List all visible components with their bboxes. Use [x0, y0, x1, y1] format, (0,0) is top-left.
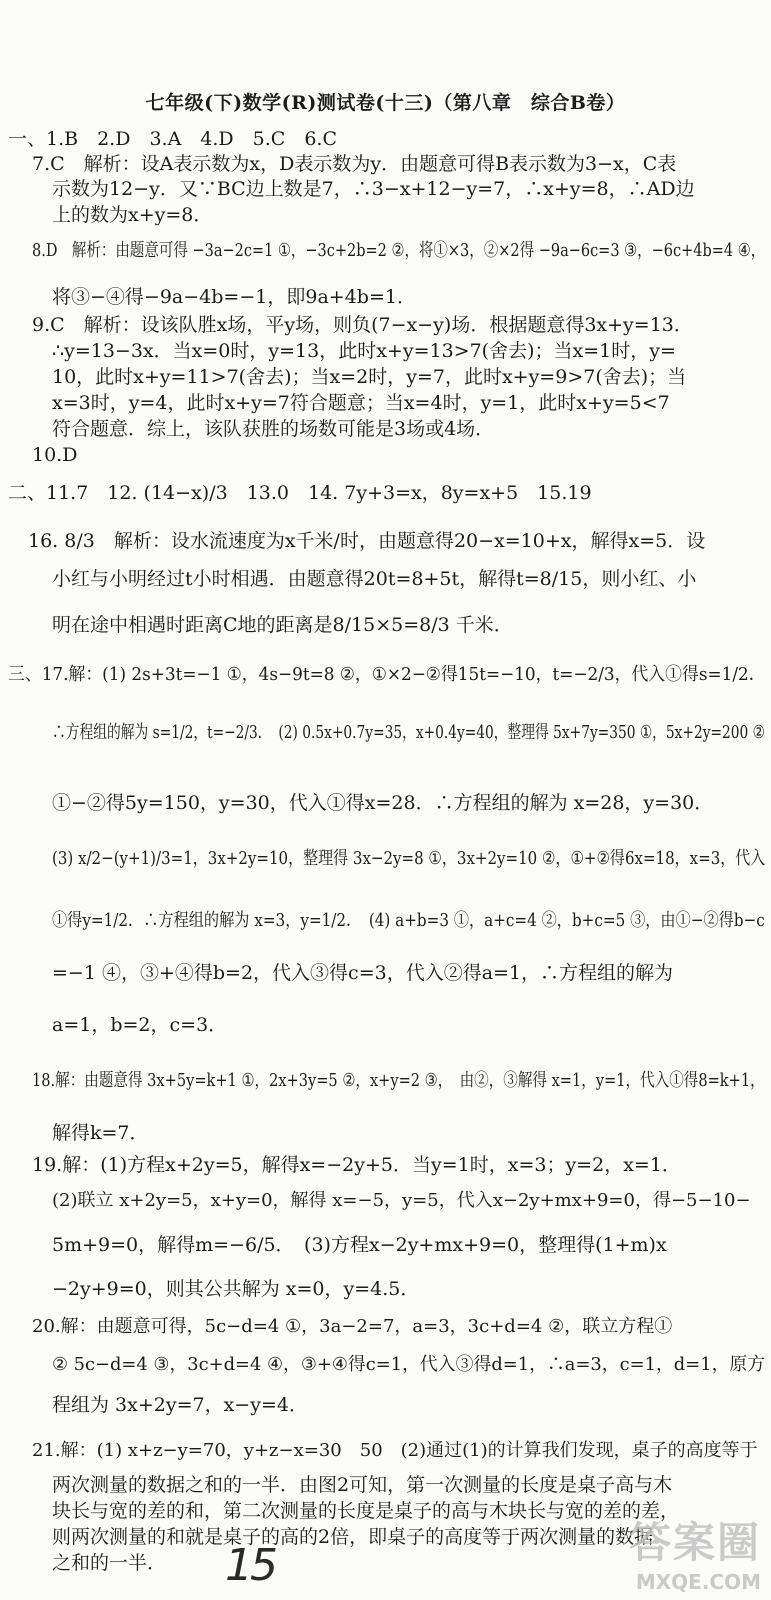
answer-line: 之和的一半．: [52, 1552, 167, 1574]
answer-line: 16. 8/3 解析：设水流速度为x千米/时，由题意得20−x=10+x，解得x=5．设: [28, 530, 706, 552]
answer-line: 10.D: [32, 444, 78, 466]
watermark-url: MXQE.COM: [635, 1570, 761, 1594]
answer-line: 10，此时x+y=11>7(舍去)；当x=2时，y=7，此时x+y=9>7(舍去)；当: [52, 366, 687, 388]
answer-line: 5m+9=0，解得m=−6/5． (3)方程x−2y+mx+9=0，整理得(1+m)x: [52, 1234, 667, 1256]
answer-line: ①−②得5y=150，y=30，代入①得x=28．∴方程组的解为 x=28，y=30．: [52, 792, 714, 814]
answer-line: 7.C 解析：设A表示数为x，D表示数为y．由题意可得B表示数为3−x，C表: [32, 153, 677, 175]
answer-line: (2)联立 x+2y=5，x+y=0，解得 x=−5，y=5，代入x−2y+mx+9=0，得−5−10−: [52, 1190, 751, 1211]
answer-line: ∴方程组的解为 s=1/2，t=−2/3． (2) 0.5x+0.7y=35，x+0.4y=40，整理得 5x+7y=350 ①，5x+2y=200 ②: [52, 722, 765, 743]
answer-line: 明在途中相遇时距离C地的距离是8/15×5=8/3 千米．: [52, 614, 513, 636]
answer-line: ∴y=13−3x．当x=0时，y=13，此时x+y=13>7(舍去)；当x=1时，y=: [52, 340, 676, 362]
answer-line: 20.解：由题意可得，5c−d=4 ①，3a−2=7，a=3，3c+d=4 ②，联立方程①: [32, 1316, 673, 1337]
answer-line: 示数为12−y．又∵BC边上数是7，∴3−x+12−y=7，∴x+y=8，∴AD边: [52, 178, 695, 200]
answer-line: x=3时，y=4，此时x+y=7符合题意；当x=4时，y=1，此时x+y=5<7: [52, 392, 670, 414]
watermark: [601, 1510, 761, 1594]
answer-line: 8.D 解析：由题意可得 −3a−2c=1 ①，−3c+2b=2 ②，将①×3，②×2得 −9a−6c=3 ③，−6c+4b=4 ④，: [32, 240, 766, 261]
answer-line: a=1，b=2，c=3．: [52, 1014, 228, 1036]
answer-line: =−1 ④，③+④得b=2，代入③得c=3，代入②得a=1，∴方程组的解为: [52, 962, 674, 984]
answer-line: 两次测量的数据之和的一半．由图2可知，第一次测量的长度是桌子高与木: [52, 1474, 673, 1496]
answer-line: 21.解：(1) x+z−y=70，y+z−x=30 50 (2)通过(1)的计算我们发现，桌子的高度等于: [32, 1440, 758, 1461]
answer-line: 二、11.7 12. (14−x)/3 13.0 14. 7y+3=x，8y=x+5 15.19: [8, 482, 592, 504]
answer-line: 则两次测量的和就是桌子的高的2倍，即桌子的高度等于两次测量的数据: [52, 1526, 654, 1548]
answer-line: 符合题意．综上，该队获胜的场数可能是3场或4场．: [52, 418, 495, 440]
answer-line: ② 5c−d=4 ③，3c+d=4 ④，③+④得c=1，代入③得d=1，∴a=3，c=1，d=1，原方: [52, 1354, 766, 1375]
page-title: 七年级(下)数学(R)测试卷(十三)（第八章 综合B卷）: [145, 92, 626, 114]
answer-line: 一、1.B 2.D 3.A 4.D 5.C 6.C: [8, 128, 337, 150]
answer-line: 将③−④得−9a−4b=−1，即9a+4b=1．: [52, 286, 416, 308]
watermark-text: 答案圈: [628, 1518, 761, 1567]
answer-line: ①得y=1/2．∴方程组的解为 x=3，y=1/2． (4) a+b=3 ①，a+c=4 ②，b+c=5 ③，由①−②得b−c: [52, 910, 765, 931]
answer-line: 解得k=7．: [52, 1122, 149, 1144]
page-number: 15: [225, 1540, 275, 1591]
answer-line: −2y+9=0，则其公共解为 x=0，y=4.5．: [52, 1278, 420, 1300]
answer-line: 19.解：(1)方程x+2y=5，解得x=−2y+5．当y=1时，x=3；y=2，x=1．: [32, 1154, 681, 1176]
answer-line: 三、17.解：(1) 2s+3t=−1 ①，4s−9t=8 ②，①×2−②得15t=−10，t=−2/3，代入①得s=1/2．: [8, 664, 766, 685]
answer-line: 块长与宽的差的和，第二次测量的长度是桌子的高与木块长与宽的差的差，: [52, 1500, 680, 1522]
answer-line: (3) x/2−(y+1)/3=1，3x+2y=10，整理得 3x−2y=8 ①，3x+2y=10 ②，①+②得6x=18，x=3，代入: [52, 848, 766, 869]
answer-line: 9.C 解析：设该队胜x场，平y场，则负(7−x−y)场．根据题意得3x+y=13．: [32, 314, 693, 336]
answer-line: 18.解：由题意得 3x+5y=k+1 ①，2x+3y=5 ②，x+y=2 ③， 由②，③解得 x=1，y=1，代入①得8=k+1，: [32, 1070, 765, 1091]
answer-line: 程组为 3x+2y=7，x−y=4．: [52, 1394, 308, 1416]
answer-line: 小红与小明经过t小时相遇．由题意得20t=8+5t，解得t=8/15，则小红、小: [52, 568, 697, 590]
answer-line: 上的数为x+y=8．: [52, 204, 213, 226]
